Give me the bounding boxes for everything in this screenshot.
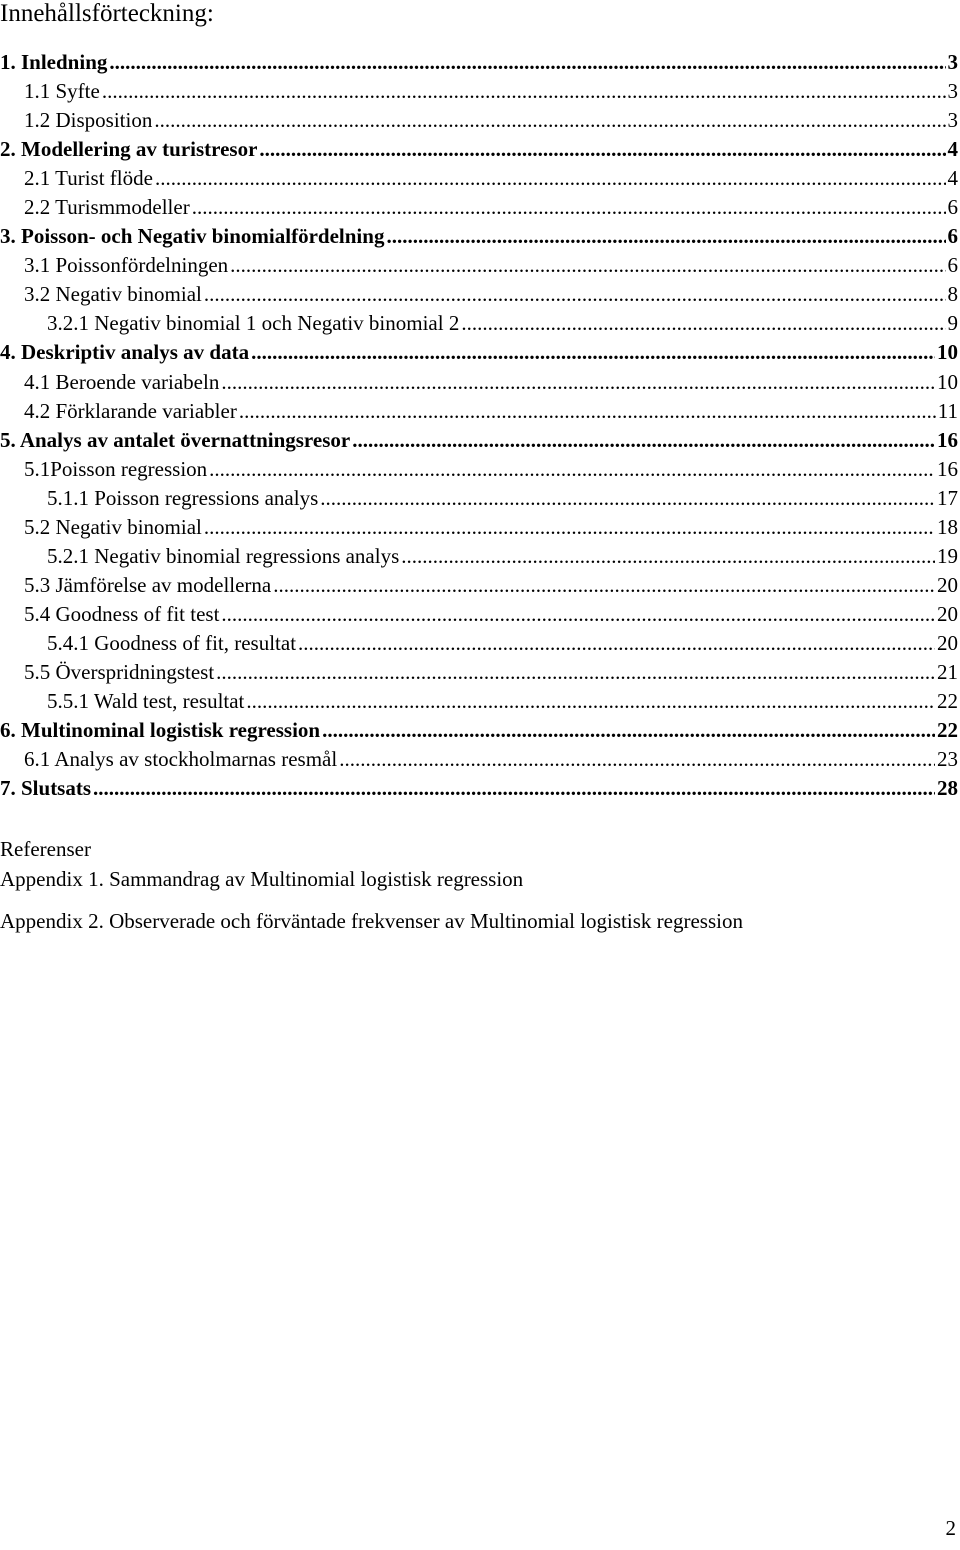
toc-dot-leader	[239, 397, 936, 426]
toc-entry-label: 6. Multinominal logistisk regression	[0, 718, 321, 743]
toc-entry-label: 4.2 Förklarande variabler	[24, 398, 237, 423]
toc-entry-label: 2. Modellering av turistresor	[0, 137, 258, 162]
toc-dot-leader	[298, 629, 935, 658]
toc-entry[interactable]	[0, 251, 960, 280]
toc-entry[interactable]	[0, 338, 960, 367]
toc-entry-page: 20	[937, 572, 958, 597]
toc-entry[interactable]	[0, 745, 960, 774]
page-title: Innehållsförteckning:	[0, 0, 214, 27]
toc-dot-leader	[221, 368, 935, 397]
toc-entry[interactable]	[0, 397, 960, 426]
toc-entry[interactable]	[0, 280, 960, 309]
toc-entry-page: 6	[947, 253, 958, 278]
toc-entry-page: 19	[937, 543, 958, 568]
toc-entry-page: 4	[947, 166, 958, 191]
toc-entry-label: 3.2.1 Negativ binomial 1 och Negativ binomial 2	[47, 311, 460, 336]
toc-entry-page: 28	[937, 776, 958, 801]
toc-entry[interactable]	[0, 629, 960, 658]
toc-entry-page: 16	[937, 456, 958, 481]
toc-dot-leader	[93, 774, 935, 803]
toc-dot-leader	[352, 426, 935, 455]
references-heading: Referenser	[0, 837, 91, 861]
toc-entry[interactable]	[0, 774, 960, 803]
toc-dot-leader	[339, 745, 935, 774]
toc-dot-leader	[386, 222, 945, 251]
toc-entry-label: 5.3 Jämförelse av modellerna	[24, 572, 272, 597]
toc-entry-page: 21	[937, 659, 958, 684]
toc-entry-page: 20	[937, 630, 958, 655]
page-number: 2	[945, 1516, 956, 1540]
toc-dot-leader	[322, 716, 935, 745]
toc-entry-label: 3.2 Negativ binomial	[24, 282, 202, 307]
toc-entry-label: 4. Deskriptiv analys av data	[0, 340, 250, 365]
toc-entry-page: 8	[947, 282, 958, 307]
toc-entry-page: 6	[947, 195, 958, 220]
toc-dot-leader	[204, 513, 935, 542]
toc-entry[interactable]	[0, 77, 960, 106]
toc-entry-label: 3. Poisson- och Negativ binomialfördelning	[0, 224, 385, 249]
toc-entry-page: 4	[947, 137, 958, 162]
toc-entry[interactable]	[0, 106, 960, 135]
toc-dot-leader	[401, 542, 935, 571]
toc-entry-label: 7. Slutsats	[0, 776, 92, 801]
toc-entry-page: 9	[947, 311, 958, 336]
toc-entry[interactable]	[0, 309, 960, 338]
toc-entry-page: 3	[947, 79, 958, 104]
toc-entry-page: 10	[937, 369, 958, 394]
toc-entry-label: 5.1.1 Poisson regressions analys	[47, 485, 319, 510]
toc-entry-page: 20	[937, 601, 958, 626]
toc-entry[interactable]	[0, 426, 960, 455]
toc-entry-label: 3.1 Poissonfördelningen	[24, 253, 229, 278]
toc-entry-page: 11	[937, 398, 958, 423]
toc-entry[interactable]	[0, 193, 960, 222]
toc-entry-page: 3	[947, 50, 958, 74]
toc-entry[interactable]	[0, 368, 960, 397]
toc-entry-label: 6.1 Analys av stockholmarnas resmål	[24, 747, 338, 772]
toc-entry[interactable]	[0, 658, 960, 687]
toc-entry[interactable]	[0, 164, 960, 193]
toc-entry[interactable]	[0, 513, 960, 542]
toc-entry-page: 16	[937, 427, 958, 452]
toc-entry-label: 5.1Poisson regression	[24, 456, 208, 481]
toc-entry[interactable]	[0, 135, 960, 164]
toc-entry-page: 10	[937, 340, 958, 365]
toc-dot-leader	[221, 600, 935, 629]
toc-entry[interactable]	[0, 687, 960, 716]
toc-dot-leader	[216, 658, 935, 687]
toc-dot-leader	[204, 280, 946, 309]
toc-dot-leader	[155, 164, 946, 193]
toc-entry-label: 1.2 Disposition	[24, 108, 153, 133]
toc-entry-page: 3	[947, 108, 958, 133]
toc-dot-leader	[209, 455, 935, 484]
toc-entry[interactable]	[0, 542, 960, 571]
toc-entry-page: 22	[937, 718, 958, 743]
table-of-contents	[0, 48, 960, 803]
toc-entry-page: 18	[937, 514, 958, 539]
toc-entry[interactable]	[0, 600, 960, 629]
toc-entry-label: 4.1 Beroende variabeln	[24, 369, 220, 394]
toc-entry-label: 2.2 Turismmodeller	[24, 195, 190, 220]
toc-entry-page: 6	[947, 224, 958, 249]
toc-dot-leader	[246, 687, 935, 716]
toc-entry[interactable]	[0, 455, 960, 484]
toc-dot-leader	[109, 48, 945, 77]
toc-entry-page: 22	[937, 689, 958, 714]
toc-entry[interactable]	[0, 571, 960, 600]
toc-entry-label: 5. Analys av antalet övernattningsresor	[0, 427, 351, 452]
toc-entry-label: 1.1 Syfte	[24, 79, 100, 104]
toc-dot-leader	[251, 338, 935, 367]
toc-entry[interactable]	[0, 222, 960, 251]
appendix-1-entry: Appendix 1. Sammandrag av Multinomial logistisk regression	[0, 867, 524, 891]
toc-entry-label: 5.5 Överspridningstest	[24, 659, 215, 684]
toc-entry-label: 5.2 Negativ binomial	[24, 514, 202, 539]
toc-entry-label: 2.1 Turist flöde	[24, 166, 153, 191]
toc-dot-leader	[461, 309, 945, 338]
appendix-2-entry: Appendix 2. Observerade och förväntade frekvenser av Multinomial logistisk regression	[0, 909, 743, 933]
toc-dot-leader	[154, 106, 945, 135]
toc-entry-label: 5.2.1 Negativ binomial regressions analys	[47, 543, 400, 568]
toc-entry[interactable]	[0, 484, 960, 513]
toc-entry-page: 23	[937, 747, 958, 772]
toc-entry-label: 5.4.1 Goodness of fit, resultat	[47, 630, 297, 655]
toc-dot-leader	[320, 484, 935, 513]
toc-entry-label: 1. Inledning	[0, 50, 108, 74]
toc-entry[interactable]	[0, 716, 960, 745]
toc-entry-label: 5.4 Goodness of fit test	[24, 601, 220, 626]
toc-entry[interactable]	[0, 48, 960, 77]
references-section	[0, 834, 960, 936]
toc-dot-leader	[102, 77, 946, 106]
toc-entry-page: 17	[937, 485, 958, 510]
toc-entry-label: 5.5.1 Wald test, resultat	[47, 689, 245, 714]
toc-dot-leader	[192, 193, 946, 222]
toc-dot-leader	[230, 251, 945, 280]
toc-dot-leader	[273, 571, 935, 600]
toc-dot-leader	[259, 135, 945, 164]
